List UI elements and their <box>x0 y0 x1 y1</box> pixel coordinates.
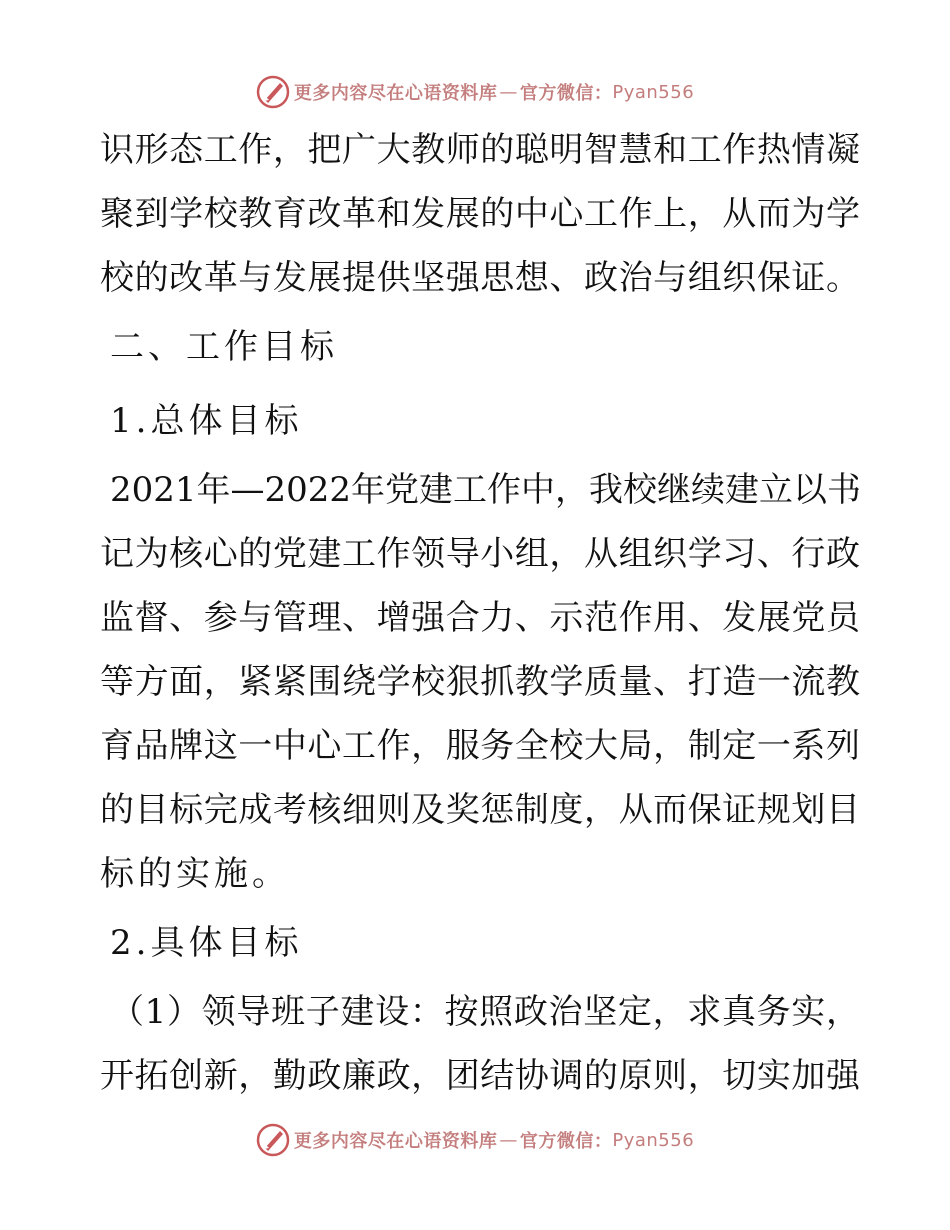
paragraph-ideology <box>100 118 860 310</box>
text-line: 开拓创新，勤政廉政，团结协调的原则，切实加强 <box>100 1056 860 1096</box>
paragraph-overall-goal <box>100 458 860 906</box>
text-line: 聚到学校教育改革和发展的中心工作上，从而为学 <box>100 194 860 234</box>
subheading-specific-goals: 2.具体目标 <box>110 923 303 963</box>
text-line: 育品牌这一中心工作，服务全校大局，制定一系列 <box>100 726 860 766</box>
watermark-wechat-id: Pyan556 <box>612 1129 695 1151</box>
text-line: 等方面，紧紧围绕学校狠抓教学质量、打造一流教 <box>100 662 860 702</box>
section-heading-goals: 二、工作目标 <box>110 327 338 367</box>
text-line: （1）领导班子建设：按照政治坚定，求真务实， <box>110 992 860 1032</box>
header-watermark <box>0 72 950 112</box>
paragraph-leadership <box>100 980 860 1108</box>
watermark-text: 更多内容尽在心语资料库 <box>293 83 498 104</box>
watermark-wechat-label: 官方微信： <box>519 1131 613 1152</box>
footer-watermark <box>0 1120 950 1160</box>
text-line: 2021年—2022年党建工作中，我校继续建立以书 <box>110 470 862 510</box>
pen-logo-icon <box>256 75 290 109</box>
pen-logo-icon <box>256 1123 290 1157</box>
document-body <box>100 118 860 1108</box>
text-line: 识形态工作，把广大教师的聪明智慧和工作热情凝 <box>100 130 860 170</box>
watermark-wechat-id: Pyan556 <box>612 81 695 103</box>
text-line: 校的改革与发展提供坚强思想、政治与组织保证。 <box>100 258 860 298</box>
watermark-wechat-label: 官方微信： <box>519 83 613 104</box>
text-line: 的目标完成考核细则及奖惩制度，从而保证规划目 <box>100 790 860 830</box>
text-line: 记为核心的党建工作领导小组，从组织学习、行政 <box>100 534 860 574</box>
watermark-text: 更多内容尽在心语资料库 <box>293 1131 498 1152</box>
text-line: 监督、参与管理、增强合力、示范作用、发展党员 <box>100 598 860 638</box>
text-line: 标的实施。 <box>100 854 290 894</box>
watermark-separator: — <box>499 1129 518 1151</box>
subheading-overall-goal: 1.总体目标 <box>110 401 303 441</box>
watermark-separator: — <box>499 81 518 103</box>
